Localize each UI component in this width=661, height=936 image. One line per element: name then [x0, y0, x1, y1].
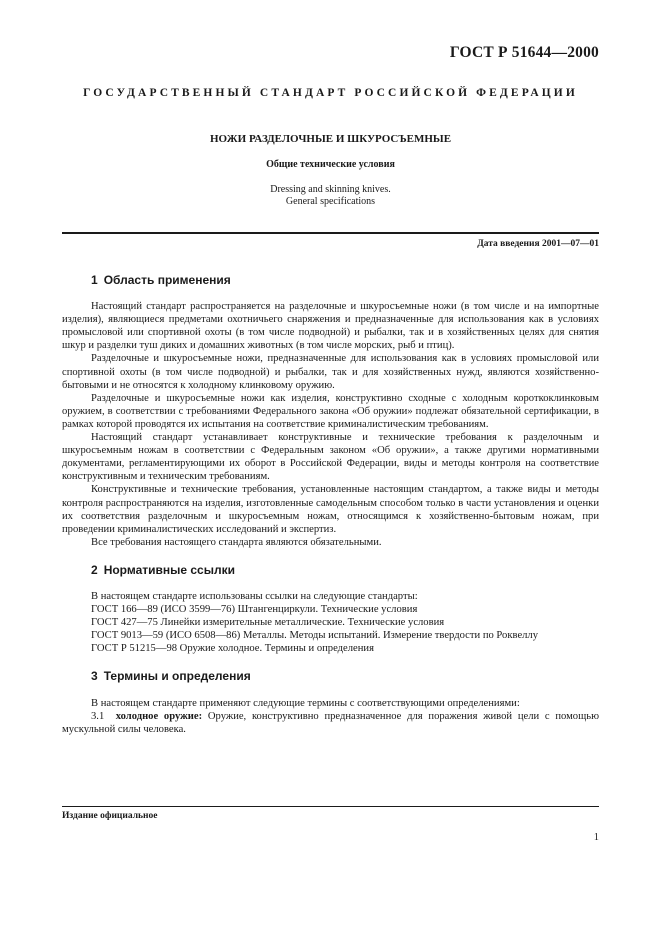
document-body	[62, 274, 599, 736]
section-title: Нормативные ссылки	[103, 562, 235, 577]
english-title-line-1: Dressing and skinning knives.	[270, 184, 391, 195]
section-number: 3	[91, 669, 98, 684]
section-heading-normative-references	[91, 564, 599, 577]
term-number: 3.1	[91, 710, 105, 722]
reference-item: ГОСТ 427—75 Линейки измерительные металлические. Технические условия	[91, 617, 445, 629]
page-number: 1	[593, 832, 599, 843]
section-number: 1	[91, 273, 98, 287]
paragraph: В настоящем стандарте применяют следующие термины с соответствующими определениями:	[91, 697, 520, 709]
paragraph: Конструктивные и технические требования, установленные настоящим стандартом, а также виды и методы контроля распространяются на изделия, изготовленные самодельным способом только в части установления и оценки их соответствия разделочным и шкуросъемным ножам, относящимся к хозяйственно-бытовым ножам, при проведении криминалистических исследований и экспертиз.	[62, 484, 599, 535]
header-divider	[62, 232, 599, 234]
section-number: 2	[91, 562, 98, 577]
term-text: Оружие, конструктивно предназначенное для поражения живой цели с помощью мускульной силы человека.	[62, 710, 599, 735]
paragraph: В настоящем стандарте использованы ссылки на следующие стандарты:	[91, 590, 418, 602]
section-heading-scope	[91, 274, 599, 287]
english-title	[62, 184, 599, 208]
introduction-date: Дата введения 2001—07—01	[477, 239, 599, 249]
english-title-line-2: General specifications	[285, 196, 376, 207]
reference-item: ГОСТ Р 51215—98 Оружие холодное. Термины и определения	[91, 643, 374, 655]
term-name: холодное оружие:	[115, 710, 203, 722]
paragraph: Настоящий стандарт распространяется на разделочные и шкуросъемные ножи (в том числе и на импортные изделия), являющиеся предметами охотничьего снаряжения и предназначенные для использования как в условиях промысловой или спортивной охоты (в том числе подводной) и рыбалки, так и в хозяйственных целях для снятия шкур и разделки туш диких и домашних животных (в том числе морских, рыб и птиц).	[62, 301, 599, 352]
document-number: ГОСТ Р 51644—2000	[449, 44, 599, 61]
footer-divider	[62, 806, 599, 807]
section-title: Термины и определения	[103, 669, 251, 684]
section-title: Область применения	[103, 273, 231, 287]
state-standard-heading: ГОСУДАРСТВЕННЫЙ СТАНДАРТ РОССИЙСКОЙ ФЕДЕРАЦИИ	[83, 87, 578, 99]
section-heading-terms	[91, 670, 599, 683]
paragraph: Настоящий стандарт устанавливает конструктивные и технические требования к разделочным и шкуросъемным ножам в соответствии с Федеральным законом «Об оружии», а также другими нормативными документами, регламентирующими их оборот в Российской Федерации, виды и методы контроля на соответствие конструктивным и техническим требованиям.	[62, 432, 599, 483]
document-subtitle: Общие технические условия	[266, 159, 395, 170]
document-title: НОЖИ РАЗДЕЛОЧНЫЕ И ШКУРОСЪЕМНЫЕ	[209, 133, 452, 145]
reference-item: ГОСТ 166—89 (ИСО 3599—76) Штангенциркули. Технические условия	[91, 604, 418, 616]
paragraph: Все требования настоящего стандарта являются обязательными.	[91, 536, 382, 548]
term-definition	[62, 710, 599, 736]
paragraph: Разделочные и шкуросъемные ножи как изделия, конструктивно сходные с холодным короткоклинковым оружием, в соответствии с требованиями Федерального закона «Об оружии» подлежат обязательной сертификации, в рамках которой проводятся их испытания на соответствие криминалистическим требованиям.	[62, 392, 599, 430]
paragraph: Разделочные и шкуросъемные ножи, предназначенные для использования как в условиях промысловой или спортивной охоты (в том числе подводной) и рыбалки, так и для хозяйственных нужд, являются хозяйственно-бытовыми и не относятся к холодному клинковому оружию.	[62, 353, 599, 391]
reference-item: ГОСТ 9013—59 (ИСО 6508—86) Металлы. Методы испытаний. Измерение твердости по Роквеллу	[91, 630, 539, 642]
edition-label: Издание официальное	[62, 811, 158, 821]
